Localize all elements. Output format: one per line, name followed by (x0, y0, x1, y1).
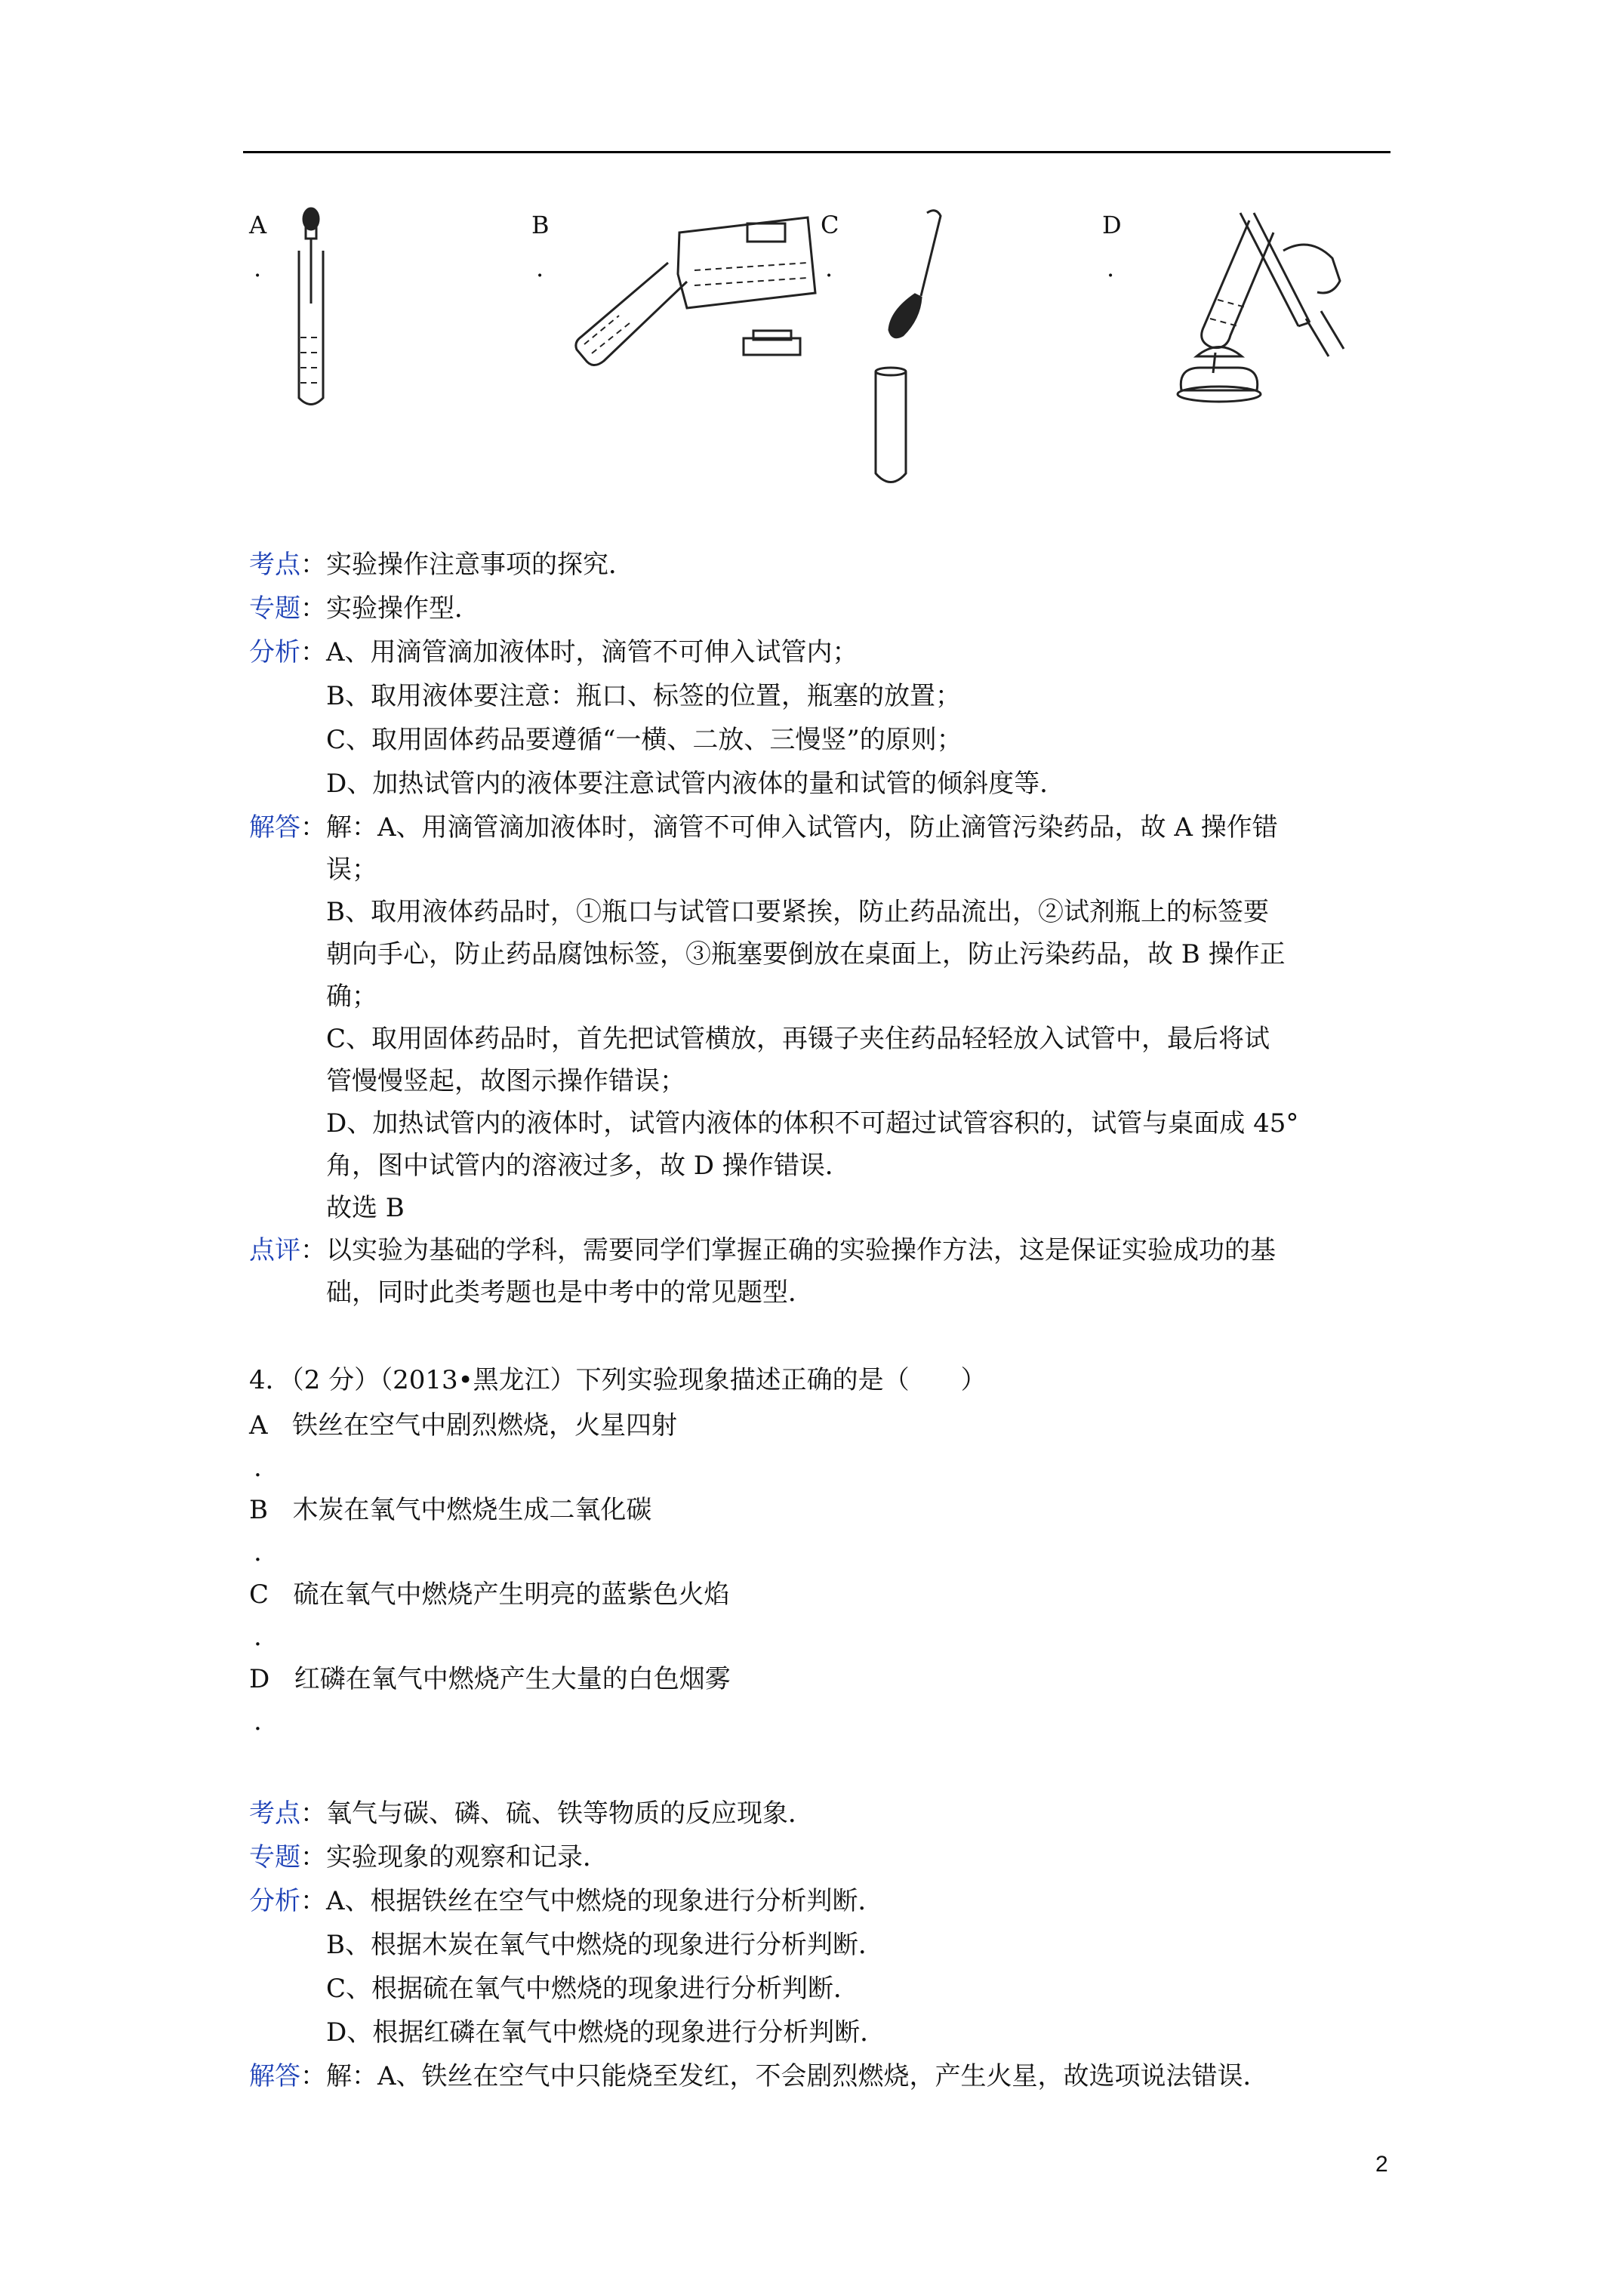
header-rule (243, 151, 1390, 153)
q4-kaodian-label: 考点 (249, 1798, 300, 1829)
q3-jieda-line-8: D、加热试管内的液体时，试管内液体的体积不可超过试管容积的，试管与桌面成 45° (326, 1108, 1299, 1139)
q4-stem: 4．（2 分）（2013•黑龙江）下列实验现象描述正确的是（ ） (249, 1365, 987, 1395)
q3-dianping-label: 点评 (249, 1235, 300, 1265)
q4-option-b (249, 1493, 651, 1527)
q4-kaodian-text: ：氧气与碳、磷、硫、铁等物质的反应现象． (300, 1798, 814, 1829)
q3-zhuanti (249, 592, 480, 625)
figure-option-d-dot: . (1107, 254, 1115, 282)
q4-option-c (249, 1578, 729, 1611)
q3-jieda-label: 解答 (249, 812, 300, 843)
q4-jieda (249, 2060, 1269, 2093)
q3-dianping (249, 1234, 1276, 1267)
figure-option-b-letter: B (531, 211, 550, 239)
q3-jieda-line-7: 管慢慢竖起，故图示操作错误； (326, 1066, 685, 1096)
q4-option-a-text: 铁丝在空气中剧烈燃烧，火星四射 (292, 1410, 677, 1441)
q4-fenxi-label: 分析 (249, 1886, 300, 1916)
q3-fenxi-line-1: ：A、用滴管滴加液体时，滴管不可伸入试管内； (300, 637, 858, 667)
q4-option-c-text: 硫在氧气中燃烧产生明亮的蓝紫色火焰 (293, 1579, 730, 1610)
q3-jieda-line-9: 角，图中试管内的溶液过多，故 D 操作错误． (326, 1151, 851, 1181)
q4-zhuanti (249, 1841, 608, 1874)
q4-kaodian (249, 1797, 814, 1830)
q3-kaodian (249, 548, 634, 581)
q4-option-d (249, 1663, 731, 1696)
q3-jieda-line-10: 故选 B (326, 1193, 405, 1223)
figure-option-c-letter: C (821, 211, 839, 239)
q4-fenxi-line-1: ：A、根据铁丝在空气中燃烧的现象进行分析判断． (300, 1886, 884, 1916)
figure-option-a-letter: A (249, 211, 267, 239)
heating-test-tube-icon (1144, 205, 1355, 409)
q3-fenxi-line-2: B、取用液体要注意：瓶口、标签的位置，瓶塞的放置； (326, 681, 961, 711)
q4-option-c-dot: . (254, 1622, 262, 1652)
q3-jieda-line-6: C、取用固体药品时，首先把试管横放，再镊子夹住药品轻轻放入试管中，最后将试 (326, 1024, 1270, 1054)
q3-fenxi-line-3: C、取用固体药品要遵循“一横、二放、三慢竖”的原则； (326, 725, 962, 755)
q3-dianping-line-1: ：以实验为基础的学科，需要同学们掌握正确的实验操作方法，这是保证实验成功的基 (300, 1235, 1276, 1265)
q3-kaodian-label: 考点 (249, 550, 300, 580)
q4-fenxi-line-4: D、根据红磷在氧气中燃烧的现象进行分析判断． (326, 2017, 886, 2048)
q4-jieda-text: ：解：A、铁丝在空气中只能烧至发红，不会剧烈燃烧，产生火星，故选项说法错误． (300, 2061, 1269, 2091)
q3-jieda-line-1: ：解：A、用滴管滴加液体时，滴管不可伸入试管内，防止滴管污染药品，故 A 操作错 (300, 812, 1278, 843)
q4-option-b-letter: B (249, 1495, 268, 1525)
q4-option-b-dot: . (254, 1537, 262, 1567)
q3-jieda-line-3: B、取用液体药品时，①瓶口与试管口要紧挨，防止药品流出，②试剂瓶上的标签要 (326, 897, 1269, 927)
q3-kaodian-text: ：实验操作注意事项的探究． (300, 550, 634, 580)
figure-option-b-dot: . (536, 254, 544, 282)
q4-option-d-text: 红磷在氧气中燃烧产生大量的白色烟雾 (294, 1664, 731, 1694)
q3-jieda (249, 811, 1278, 844)
q3-fenxi (249, 636, 858, 669)
q4-option-a-letter: A (249, 1410, 268, 1441)
q3-jieda-line-2: 误； (326, 855, 377, 885)
q3-zhuanti-label: 专题 (249, 593, 300, 624)
q4-zhuanti-text: ：实验现象的观察和记录． (300, 1842, 608, 1872)
dropper-in-test-tube-icon (294, 205, 332, 409)
q3-jieda-line-5: 确； (326, 982, 377, 1012)
q4-option-a (249, 1409, 677, 1442)
q4-zhuanti-label: 专题 (249, 1842, 300, 1872)
q4-option-d-dot: . (254, 1706, 262, 1737)
figure-option-a-dot: . (254, 254, 262, 282)
q4-option-a-dot: . (254, 1453, 262, 1483)
figure-option-c-dot: . (825, 254, 833, 282)
spatula-and-test-tube-icon (861, 205, 966, 492)
q3-fenxi-label: 分析 (249, 637, 300, 667)
pouring-liquid-icon (574, 210, 830, 376)
page-number: 2 (1375, 2152, 1388, 2177)
q4-option-d-letter: D (249, 1664, 270, 1694)
q3-dianping-line-2: 础，同时此类考题也是中考中的常见题型． (326, 1277, 814, 1308)
q4-fenxi-line-3: C、根据硫在氧气中燃烧的现象进行分析判断． (326, 1974, 860, 2004)
q4-fenxi-line-2: B、根据木炭在氧气中燃烧的现象进行分析判断． (326, 1930, 884, 1960)
q3-fenxi-line-4: D、加热试管内的液体要注意试管内液体的量和试管的倾斜度等． (326, 769, 1066, 799)
q4-option-c-letter: C (249, 1579, 269, 1610)
figure-option-d-letter: D (1102, 211, 1122, 239)
q4-jieda-label: 解答 (249, 2061, 300, 2091)
q4-fenxi (249, 1885, 884, 1918)
q3-jieda-line-4: 朝向手心，防止药品腐蚀标签，③瓶塞要倒放在桌面上，防止污染药品，故 B 操作正 (326, 939, 1286, 969)
q3-zhuanti-text: ：实验操作型． (300, 593, 480, 624)
q4-option-b-text: 木炭在氧气中燃烧生成二氧化碳 (292, 1495, 652, 1525)
